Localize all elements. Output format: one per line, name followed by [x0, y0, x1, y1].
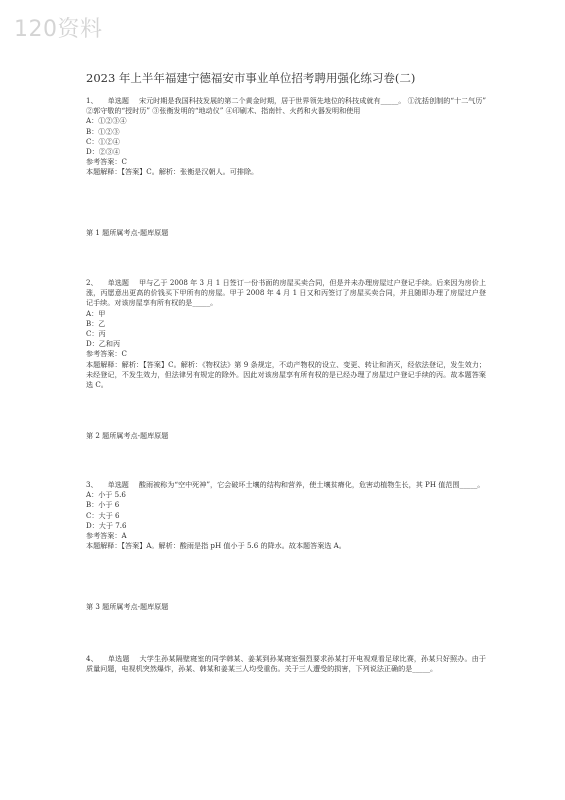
option-b: B：小于 6: [86, 500, 120, 510]
option-c: C：大于 6: [86, 510, 120, 520]
page-title: 2023 年上半年福建宁德福安市事业单位招考聘用强化练习卷(二): [86, 71, 416, 85]
question-text: 酸雨被称为“空中死神”，它会破坏土壤的结构和营养，使土壤贫瘠化，危害动植物生长，其 PH 值范围_____。: [138, 480, 485, 489]
option-d: D：乙和丙: [86, 339, 121, 349]
option-c: C：①②④: [86, 136, 120, 146]
option-d: D：大于 7.6: [86, 520, 127, 530]
explanation: 本题解释：【答案】A。解析：酸雨是指 pH 值小于 5.6 的降水。故本题答案选 A。: [86, 541, 346, 551]
reference-answer: 参考答案：A: [86, 531, 127, 541]
option-b: B：乙: [86, 318, 106, 328]
question-3: [86, 480, 486, 551]
knowledge-point-3: 第 3 题所属考点-题库原题: [86, 602, 169, 611]
knowledge-point-2: 第 2 题所属考点-题库原题: [86, 431, 169, 440]
question-number: 4、: [86, 654, 98, 663]
watermark-logo: 120资料: [14, 17, 103, 42]
question-stem: [86, 278, 486, 309]
question-type: 单选题: [107, 278, 130, 287]
question-text: 甲与乙于 2008 年 3 月 1 日签订一份书面的房屋买卖合同，但是并未办理房屋过户登记手续。后来因为房价上涨，丙愿意出更高的价钱买下甲所有的房屋。甲于 2008 年 4 月 1 日又和丙签订了房屋买卖合同，并且随即办理了房屋过户登记手续。对该房屋享有所有权的是_____。: [86, 278, 487, 308]
question-number: 2、: [86, 278, 98, 287]
explanation: 本题解释：解析：【答案】C。解析：《物权法》第 9 条规定，不动产物权的设立、变更、转让和消灭，经依法登记，发生效力；未经登记，不发生效力，但法律另有规定的除外。因此对该房屋享有所有权的是已经办理了房屋过户登记手续的丙。故本题答案选 C。: [86, 359, 486, 390]
question-type: 单选题: [107, 96, 129, 105]
question-2: [86, 278, 486, 390]
option-a: A：①②③④: [86, 116, 127, 126]
question-text: 宋元时期是我国科技发展的第二个黄金时期，居于世界领先地位的科技成就有_____。 ①沈括创制的“十二气历” ②郭守敬的“授时历” ③张衡发明的“地动仪” ④印刷术、指南针、火药和火器发明和使用: [86, 96, 487, 116]
option-c: C：丙: [86, 329, 106, 339]
question-type: 单选题: [107, 654, 130, 663]
option-a: A：小于 5.6: [86, 490, 126, 500]
question-1: [86, 96, 486, 178]
knowledge-point-1: 第 1 题所属考点-题库原题: [86, 228, 169, 237]
reference-answer: 参考答案：C: [86, 349, 127, 359]
question-stem: [86, 96, 486, 116]
option-a: A：甲: [86, 308, 106, 318]
option-b: B：①②③: [86, 126, 120, 136]
question-stem: [86, 480, 486, 490]
question-number: 1、: [86, 96, 98, 105]
question-stem: [86, 654, 486, 674]
question-text: 大学生孙某隔壁寝室的同学韩某、姜某到孙某寝室强烈要求孙某打开电视观看足球比赛，孙某只好照办。由于质量问题，电视机突然爆炸，孙某、韩某和姜某三人均受重伤。关于三人遭受的损害，下列说法正确的是_____。: [86, 654, 487, 674]
question-type: 单选题: [107, 480, 129, 489]
option-d: D：②③④: [86, 147, 121, 157]
question-number: 3、: [86, 480, 98, 489]
question-4: [86, 654, 486, 674]
explanation: 本题解释：【答案】C。解析：张衡是汉朝人。可排除。: [86, 167, 259, 177]
reference-answer: 参考答案：C: [86, 157, 127, 167]
